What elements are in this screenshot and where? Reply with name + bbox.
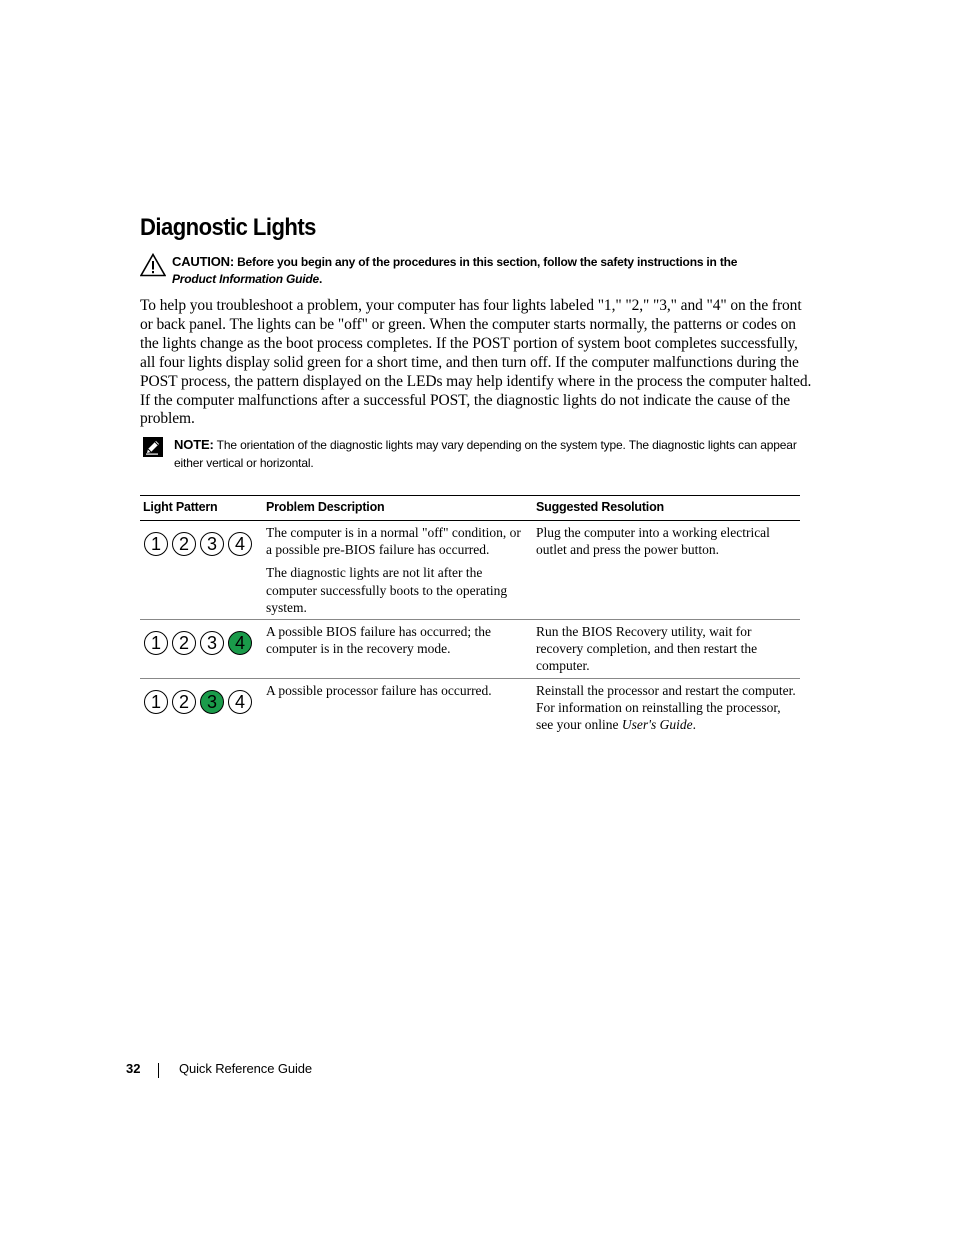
problem-text: The computer is in a normal "off" condition, or a possible pre-BIOS failure has occurred. [266, 525, 521, 558]
suggested-resolution-cell [533, 620, 800, 679]
caution-label: CAUTION: [172, 254, 234, 269]
resolution-text: Reinstall the processor and restart the computer. For information on reinstalling the processor, see your online [536, 682, 796, 733]
note-text [174, 436, 808, 472]
caution-notice [140, 253, 820, 288]
diagnostic-light-1: 1 [144, 690, 168, 714]
suggested-resolution-cell [533, 678, 800, 736]
problem-description-cell [263, 521, 533, 620]
light-pattern [143, 524, 259, 556]
resolution-end: . [692, 717, 696, 733]
problem-text: A possible processor failure has occurred. [266, 682, 492, 698]
caution-body: Before you begin any of the procedures in this section, follow the safety instructions in the [233, 255, 738, 269]
note-label: NOTE: [174, 437, 214, 452]
diagnostic-lights-table [140, 495, 800, 736]
light-pattern [143, 682, 259, 714]
header-suggested-resolution: Suggested Resolution [533, 496, 800, 521]
diagnostic-light-1: 1 [144, 532, 168, 556]
resolution-text: Run the BIOS Recovery utility, wait for recovery completion, and then restart the computer. [536, 624, 758, 674]
page-title: Diagnostic Lights [140, 214, 316, 241]
diagnostic-light-4: 4 [228, 631, 252, 655]
diagnostic-light-3: 3 [200, 690, 224, 714]
intro-paragraph: To help you troubleshoot a problem, your computer has four lights labeled "1," "2," "3," and "4" on the front or back panel. The lights can be "off" or green. When the computer starts normally, the patterns or codes on the lights change as the boot process completes. If the POST portion of system boot completes successfully, all four lights display solid green for a short time, and then turn off. If the computer malfunctions during the POST process, the pattern displayed on the LEDs may help identify where in the process the computer halted. If the computer malfunctions after a successful POST, the diagnostic lights do not indicate the cause of the problem. [140, 297, 812, 428]
warning-icon [140, 253, 166, 277]
diagnostic-light-3: 3 [200, 532, 224, 556]
problem-description-cell [263, 678, 533, 736]
caution-guide-title: Product Information Guide [172, 272, 319, 286]
table-row [140, 620, 800, 679]
users-guide-title: User's Guide [621, 717, 693, 733]
footer-guide-name: Quick Reference Guide [179, 1061, 313, 1076]
problem-text: A possible BIOS failure has occurred; the computer is in the recovery mode. [266, 624, 491, 657]
page-number: 32 [126, 1061, 141, 1076]
caution-end: . [319, 272, 323, 286]
note-pencil-icon [143, 437, 163, 457]
diagnostic-light-4: 4 [228, 690, 252, 714]
caution-text [172, 253, 820, 288]
diagnostic-light-2: 2 [172, 631, 196, 655]
diagnostic-light-1: 1 [144, 631, 168, 655]
suggested-resolution-cell [533, 521, 800, 620]
light-pattern-cell [140, 521, 263, 620]
resolution-text: Plug the computer into a working electrical outlet and press the power button. [536, 525, 770, 558]
light-pattern-cell [140, 678, 263, 736]
header-problem-description: Problem Description [263, 496, 533, 521]
note-notice [140, 436, 808, 472]
footer-divider [158, 1063, 159, 1078]
note-body: The orientation of the diagnostic lights may vary depending on the system type. The diagnostic lights can appear either vertical or horizontal. [174, 438, 797, 470]
diagnostic-light-2: 2 [172, 690, 196, 714]
diagnostic-light-4: 4 [228, 532, 252, 556]
light-pattern-cell [140, 620, 263, 679]
diagnostic-light-3: 3 [200, 631, 224, 655]
table-header-row [140, 496, 800, 521]
light-pattern [143, 623, 259, 655]
table-row [140, 521, 800, 620]
table-row [140, 678, 800, 736]
diagnostic-light-2: 2 [172, 532, 196, 556]
problem-text: The diagnostic lights are not lit after the computer successfully boots to the operating system. [266, 565, 508, 615]
header-light-pattern: Light Pattern [140, 496, 263, 521]
problem-description-cell [263, 620, 533, 679]
